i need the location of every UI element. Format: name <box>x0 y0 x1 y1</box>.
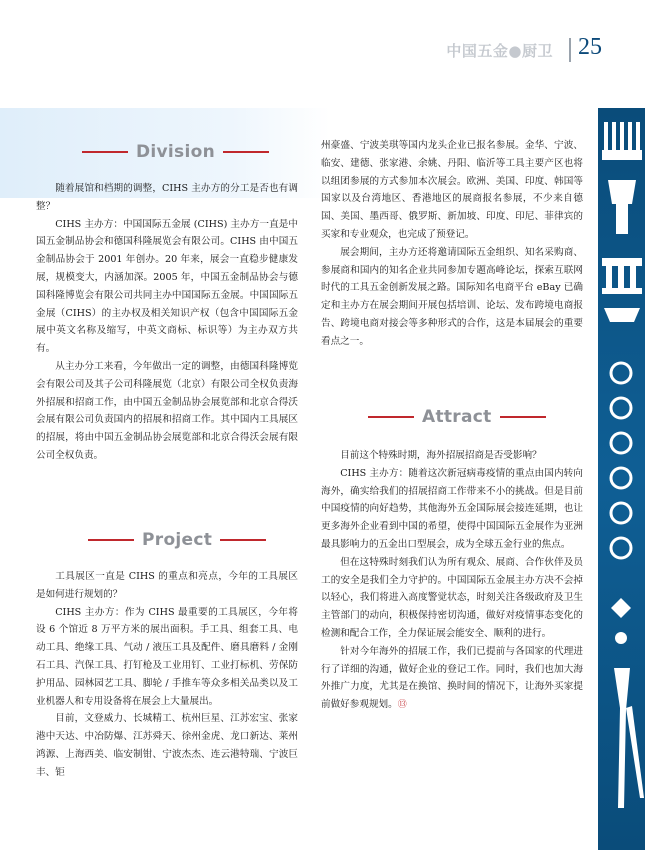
page-number: 25 <box>578 34 602 60</box>
continuation-paragraph: 州豪盛、宁波美琪等国内龙头企业已报名参展。金华、宁波、临安、建德、张家港、余姚、丹阳、临沂等工具主要产区也将以组团参展的方式参加本次展会。欧洲、美国、印度、韩国等国家以及台湾地区、香港地区的展商报名参展，不少来自德国、美国、墨西哥、俄罗斯、新加坡、印度、印尼、菲律宾的买家和专业观众，也完成了预登记。 <box>321 140 583 240</box>
project-question: 工具展区一直是 CIHS 的重点和亮点，今年的工具展区是如何进行规划的？ <box>36 571 298 600</box>
section-heading-project <box>88 530 266 550</box>
project-answer-paragraph: CIHS 主办方：作为 CIHS 最重要的工具展区，今年将设 6 个馆近 8 万平方米的展出面积。手工具、组套工具、电动工具、绝缘工具、气动 / 液压工具及配件、磨具磨料 / 金刚石工具、汽保工具、打钉枪及工业用钉、工业打标机、劳保防护用品、园林园艺工具、脚轮 / 手推车等众多相关品类以及工业机器人和专用设备将在展会上大量展出。 <box>36 606 298 707</box>
heading-rule-left <box>88 539 134 541</box>
project-text <box>36 568 298 782</box>
attract-closing-text: 针对今年海外的招展工作，我们已提前与各国家的代理进行了详细的沟通，做好企业的登记工作。同时，我们也加大海外推广力度，尤其是在换馆、换时间的情况下，让海外买家提前做好参观规划。 <box>321 645 583 711</box>
project-answer-paragraph: 目前，文登威力、长城精工、杭州巨星、江苏宏宝、张家港中天达、中冶防爆、江苏舜天、徐州金虎、龙口新达、莱州鸿源、上海西美、临安制钳、宁波杰杰、连云港特瑞、宁波巨丰、钜 <box>36 713 298 778</box>
section-title-attract: Attract <box>422 407 492 427</box>
end-mark: ⑬ <box>397 700 407 711</box>
division-answer-paragraph: CIHS 主办方：中国国际五金展 (CIHS) 主办方一直是中国五金制品协会和德国科隆展览会有限公司。CIHS 由中国五金制品协会于 2001 年创办。20 年来，展会一直稳步健康发展，规模变大，内涵加深。2005 年，中国五金制品协会与德国科隆博览会有限公司共同主办中国国际五金展。中国国际五金展（CIHS）的主办权及相关知识产权（包含中国国际五金展中英文名称及缩写，中英文商标、标识等）为主办双方共有。 <box>36 218 298 355</box>
heading-rule-left <box>368 416 414 418</box>
magazine-title: 中国五金●厨卫 <box>446 42 553 60</box>
attract-answer-paragraph: 但在这特殊时刻我们认为所有观众、展商、合作伙伴及员工的安全是我们全力守护的。中国国际五金展主办方决不会掉以轻心，我们将进入高度警觉状态，时刻关注各级政府及卫生主管部门的动向，积极保持密切沟通，做好对疫情事态变化的检测和配合工作，全力保证展会能安全、顺利的进行。 <box>321 556 583 639</box>
division-text <box>36 180 298 465</box>
decorative-sidebar <box>598 108 645 850</box>
section-heading-attract <box>368 407 546 427</box>
attract-text <box>321 447 583 715</box>
section-title-division: Division <box>136 142 215 162</box>
heading-rule-right <box>220 539 266 541</box>
attract-question: 目前这个特殊时期，海外招展招商是否受影响？ <box>340 450 542 461</box>
continuation-paragraph: 展会期间，主办方还将邀请国际五金组织、知名采购商、参展商和国内的知名企业共同参加专题高峰论坛，探索互联网时代的工具五金创新发展之路。国际知名电商平台 eBay 已确定和主办方在展会期间开展包括培训、论坛、发布跨境电商报告、跨境电商对接会等多种形式的合作，这是本届展会的重要看点之一。 <box>321 246 583 347</box>
division-question: 随着展馆和档期的调整，CIHS 主办方的分工是否也有调整？ <box>36 183 298 212</box>
continuation-text <box>321 137 583 351</box>
heading-rule-right <box>500 416 546 418</box>
tool-pattern-graphic <box>598 108 645 850</box>
attract-answer-paragraph <box>321 643 583 715</box>
heading-rule-left <box>82 151 128 153</box>
section-heading-division <box>82 142 269 162</box>
heading-rule-right <box>223 151 269 153</box>
division-answer-paragraph: 从主办分工来看，今年做出一定的调整，由德国科隆博览会有限公司及其子公司科隆展览（北京）有限公司全权负责海外招展和招商工作，由中国五金制品协会展览部和北京合得沃会展有限公司负责国内的招展和招商工作。其中国内工具展区的招展，将由中国五金制品协会展览部和北京合得沃会展有限公司全权负责。 <box>36 360 298 461</box>
section-title-project: Project <box>142 530 213 550</box>
page-number-divider <box>569 38 571 62</box>
attract-answer-paragraph: CIHS 主办方：随着这次新冠病毒疫情的重点由国内转向海外，确实给我们的招展招商工作带来不小的挑战。但是目前中国疫情的向好趋势，其他海外五金国际展会接连延期，也让更多海外企业看到中国的希望，使得中国国际五金展作为亚洲最具影响力的五金出口型展会，成为全球五金行业的焦点。 <box>321 467 583 550</box>
